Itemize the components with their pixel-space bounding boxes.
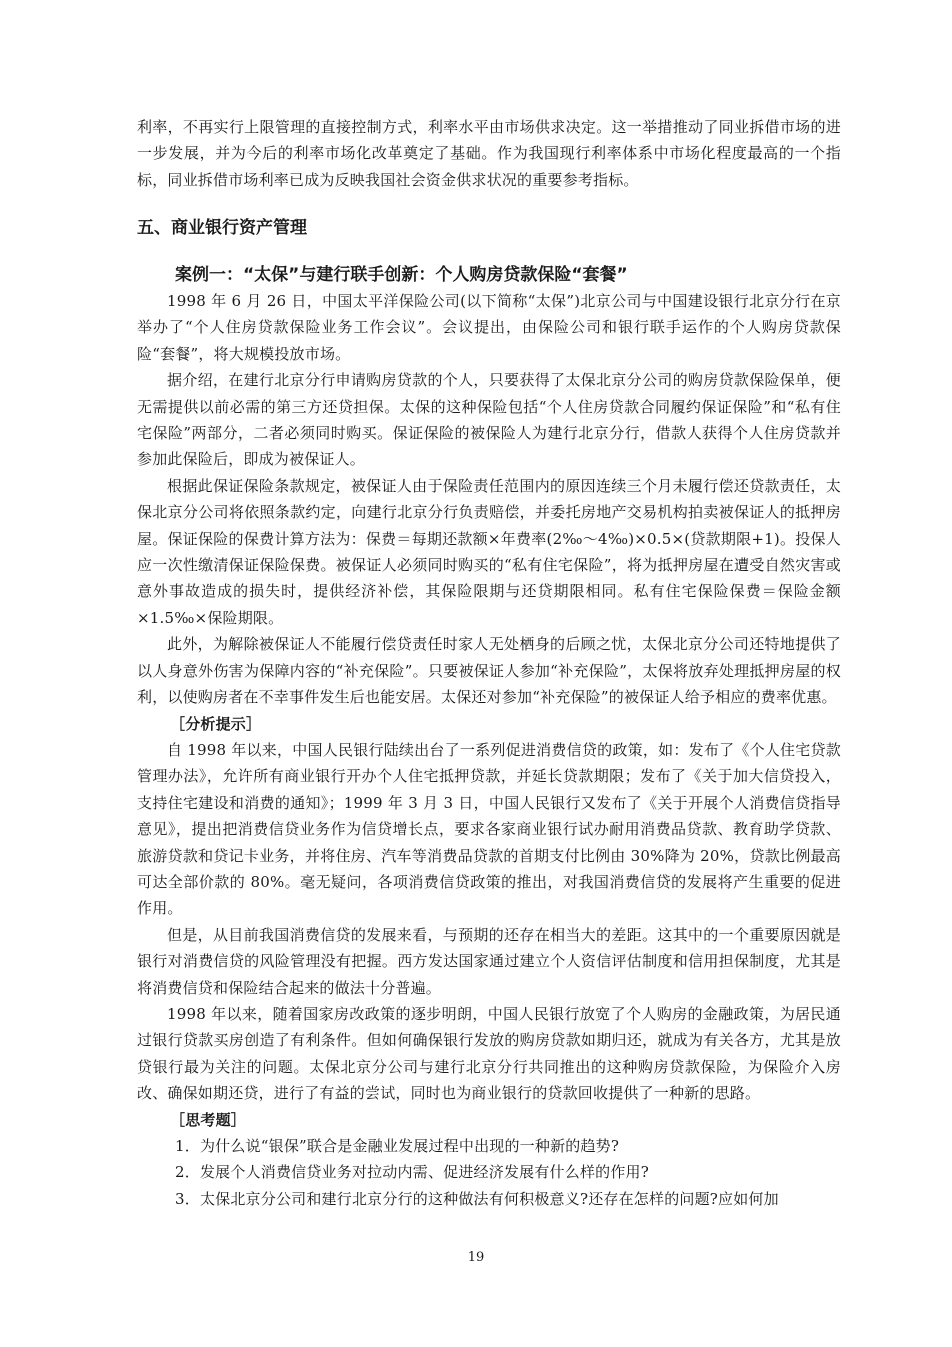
analysis-paragraph: 但是，从目前我国消费信贷的发展来看，与预期的还存在相当大的差距。这其中的一个重要原因就是银行对消费信贷的风险管理没有把握。西方发达国家通过建立个人资信评估制度和信用担保制度，尤其是将消费信贷和保险结合起来的做法十分普遍。: [137, 925, 841, 997]
question-item: 3．太保北京分公司和建行北京分行的这种做法有何积极意义?还存在怎样的问题?应如何加: [175, 1189, 779, 1208]
page-number: 19: [467, 1250, 485, 1265]
intro-paragraph: 利率，不再实行上限管理的直接控制方式，利率水平由市场供求决定。这一举措推动了同业拆借市场的进一步发展，并为今后的利率市场化改革奠定了基础。作为我国现行利率体系中市场化程度最高的一个指标，同业拆借市场利率已成为反映我国社会资金供求状况的重要参考指标。: [137, 118, 841, 189]
case-paragraph: 1998 年 6 月 26 日，中国太平洋保险公司(以下简称“太保”)北京公司与中国建设银行北京分行在京举办了“个人住房贷款保险业务工作会议”。会议提出，由保险公司和银行联手运作的个人购房贷款保险“套餐”，将大规模投放市场。: [137, 292, 841, 363]
analysis-heading: ［分析提示］: [170, 714, 262, 733]
analysis-paragraph: 自 1998 年以来，中国人民银行陆续出台了一系列促进消费信贷的政策，如：发布了《个人住宅贷款管理办法》，允许所有商业银行开办个人住宅抵押贷款，并延长贷款期限；发布了《关于加大信贷投入，支持住宅建设和消费的通知》；1999 年 3 月 3 日，中国人民银行又发布了《关于开展个人消费信贷指导意见》，提出把消费信贷业务作为信贷增长点，要求各家商业银行试办耐用消费品贷款、教育助学贷款、旅游贷款和贷记卡业务，并将住房、汽车等消费品贷款的首期支付比例由 30%降为 20%，贷款比例最高可达全部价款的 80%。毫无疑问，各项消费信贷政策的推出，对我国消费信贷的发展将产生重要的促进作用。: [137, 740, 841, 918]
question-item: 2．发展个人消费信贷业务对拉动内需、促进经济发展有什么样的作用?: [175, 1163, 649, 1182]
analysis-paragraph: 1998 年以来，随着国家房改政策的逐步明朗，中国人民银行放宽了个人购房的金融政策，为居民通过银行贷款买房创造了有利条件。但如何确保银行发放的购房贷款如期归还，就成为有关各方，尤其是放贷银行最为关注的问题。太保北京分公司与建行北京分行共同推出的这种购房贷款保险，为保险介入房改、确保如期还贷，进行了有益的尝试，同时也为商业银行的贷款回收提供了一种新的思路。: [137, 1004, 841, 1103]
case-paragraph: 此外，为解除被保证人不能履行偿贷责任时家人无处栖身的后顾之忧，太保北京分公司还特地提供了以人身意外伤害为保障内容的“补充保险”。只要被保证人参加“补充保险”，太保将放弃处理抵押房屋的权利，以使购房者在不幸事件发生后也能安居。太保还对参加“补充保险”的被保证人给予相应的费率优惠。: [137, 635, 841, 707]
question-item: 1．为什么说“银保”联合是金融业发展过程中出现的一种新的趋势?: [175, 1137, 620, 1155]
case-paragraph: 根据此保证保险条款规定，被保证人由于保险责任范围内的原因连续三个月未履行偿还贷款责任，太保北京分公司将依照条款约定，向建行北京分行负责赔偿，并委托房地产交易机构拍卖被保证人的抵押房屋。保证保险的保费计算方法为：保费＝每期还款额×年费率(2‰～4‰)×0.5×(贷款期限+1)。投保人应一次性缴清保证保险保费。被保证人必须同时购买的“私有住宅保险”，将为抵押房屋在遭受自然灾害或意外事故造成的损失时，提供经济补偿，其保险限期与还贷期限相同。私有住宅保险保费＝保险金额×1.5‰×保险期限。: [137, 476, 841, 627]
case-heading: 案例一：“太保”与建行联手创新：个人购房贷款保险“套餐”: [175, 265, 628, 285]
case-paragraph: 据介绍，在建行北京分行申请购房贷款的个人，只要获得了太保北京分公司的购房贷款保险保单，便无需提供以前必需的第三方还贷担保。太保的这种保险包括“个人住房贷款合同履约保证保险”和“私有住宅保险”两部分，二者必须同时购买。保证保险的被保险人为建行北京分行，借款人获得个人住房贷款并参加此保险后，即成为被保证人。: [137, 371, 841, 469]
questions-heading: ［思考题］: [170, 1110, 247, 1129]
case-body: [137, 288, 841, 1212]
section-heading: 五、商业银行资产管理: [137, 218, 307, 238]
